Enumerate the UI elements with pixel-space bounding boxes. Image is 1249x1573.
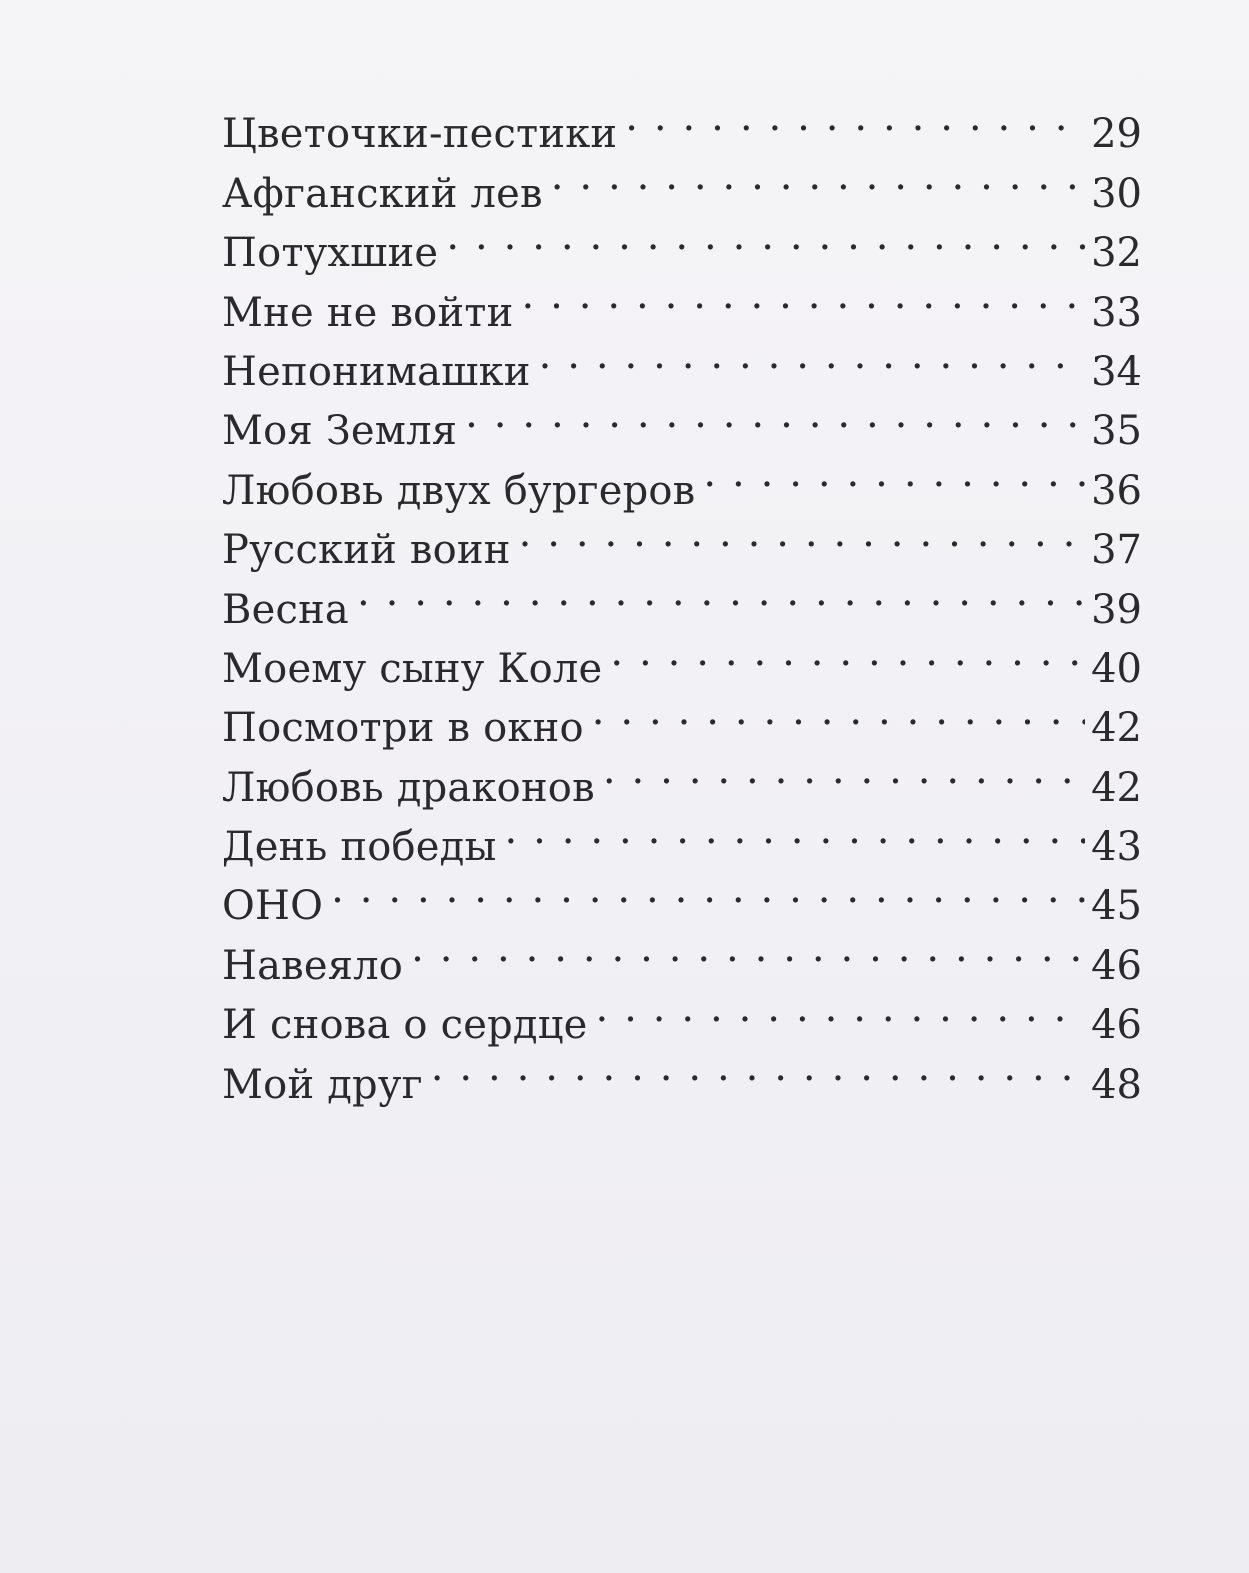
toc-entry-title: Потухшие (222, 230, 439, 277)
dot-leader (411, 919, 1085, 978)
dot-leader (431, 1038, 1085, 1097)
toc-entry-page-number: 35 (1091, 408, 1142, 455)
toc-entry-page-number: 36 (1091, 467, 1142, 514)
dot-leader (596, 979, 1086, 1038)
dot-leader (551, 147, 1085, 206)
dot-leader (592, 682, 1085, 741)
toc-entry-title: Моя Земля (222, 408, 458, 455)
toc-entry-title: Цветочки-пестики (222, 111, 618, 158)
toc-entry-title: Непонимашки (222, 348, 531, 395)
toc-entry-title: Моему сыну Коле (222, 645, 603, 692)
toc-entry-page-number: 29 (1091, 111, 1142, 158)
toc-entry-title: Навеяло (222, 942, 404, 989)
dot-leader (446, 207, 1085, 266)
dot-leader (519, 504, 1085, 563)
toc-entry-title: Любовь двух бургеров (222, 467, 696, 514)
toc-entry-title: Весна (222, 586, 349, 633)
toc-entry-title: День победы (222, 824, 497, 871)
toc-entry-page-number: 46 (1091, 942, 1142, 989)
toc-entry-title: Посмотри в окно (222, 705, 584, 752)
toc-entry-title: Мне не войти (222, 289, 514, 336)
toc-entry-title: Мой друг (222, 1061, 423, 1108)
dot-leader (703, 444, 1085, 503)
toc-entry-page-number: 32 (1091, 230, 1142, 277)
toc-entry-page-number: 42 (1091, 764, 1142, 811)
toc-entry-page-number: 48 (1091, 1061, 1142, 1108)
toc-entry (222, 88, 1142, 158)
dot-leader (505, 801, 1086, 860)
toc-entry (222, 860, 1142, 930)
dot-leader (539, 326, 1085, 385)
toc-entry-page-number: 40 (1091, 645, 1142, 692)
toc-entry-title: И снова о сердце (222, 1002, 588, 1049)
toc-entry-title: Любовь драконов (222, 764, 595, 811)
dot-leader (522, 266, 1086, 325)
dot-leader (331, 860, 1085, 919)
toc-entry (222, 563, 1142, 633)
toc-entry-page-number: 39 (1091, 586, 1142, 633)
toc-entry-page-number: 33 (1091, 289, 1142, 336)
dot-leader (603, 741, 1085, 800)
toc-entry-page-number: 34 (1091, 348, 1142, 395)
toc-entry-title: Русский воин (222, 527, 511, 574)
dot-leader (610, 623, 1085, 682)
toc-entry-title: Афганский лев (222, 170, 543, 217)
toc-entry-page-number: 46 (1091, 1002, 1142, 1049)
toc-entry-page-number: 45 (1091, 883, 1142, 930)
toc-entry-title: ОНО (222, 883, 324, 930)
toc-entry-page-number: 37 (1091, 527, 1142, 574)
toc-entry-page-number: 30 (1091, 170, 1142, 217)
toc-entry-page-number: 43 (1091, 824, 1142, 871)
dot-leader (465, 385, 1085, 444)
dot-leader (357, 563, 1085, 622)
toc-entry (222, 919, 1142, 989)
dot-leader (625, 88, 1085, 147)
toc-entry (222, 623, 1142, 692)
table-of-contents (222, 88, 1142, 1108)
toc-entry-page-number: 42 (1091, 705, 1142, 752)
